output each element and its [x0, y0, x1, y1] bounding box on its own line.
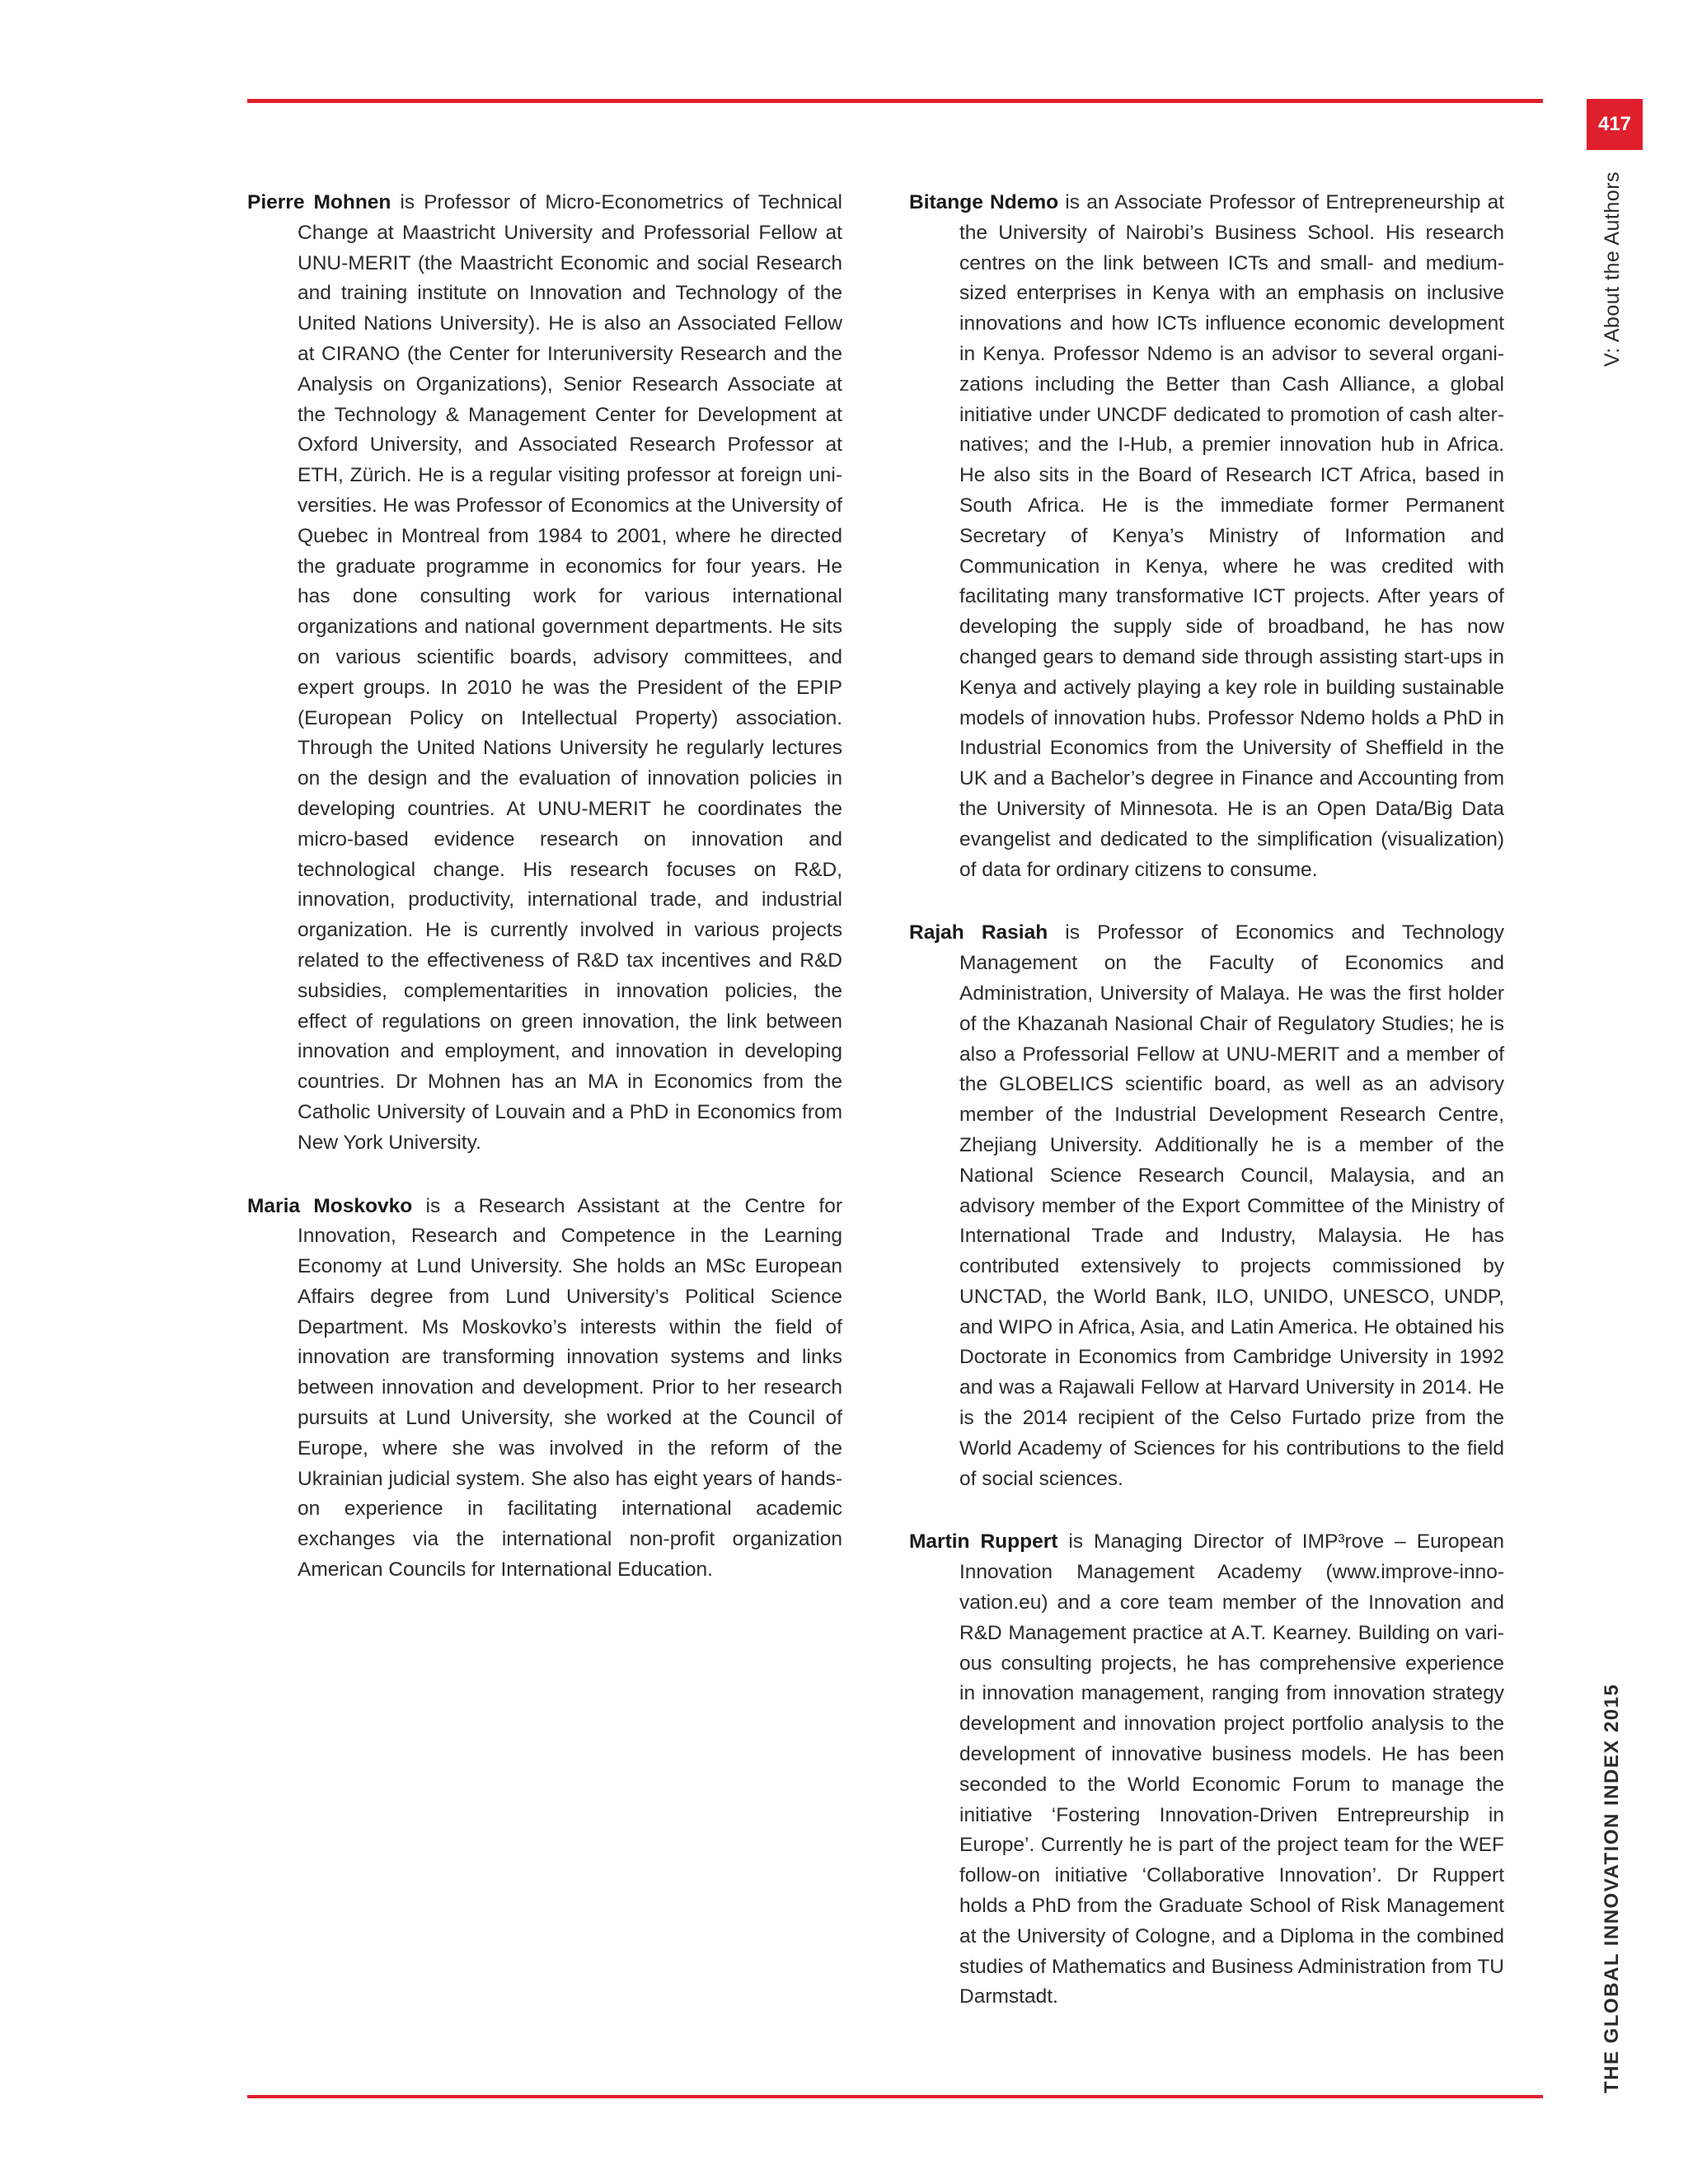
- bio-text: is Professor of Micro-Econometrics of Technical Change at Maastricht University and Professorial Fellow at UNU-MERIT (the Maastricht Economic and social Research and training institute on Innovation and Technology of the United Nations University). He is also an Associated Fellow at CIRANO (the Center for Interuniversity Research and the Analysis on Organizations), Senior Research Associate at the Technology & Management Center for Development at Oxford University, and Associated Research Professor at ETH, Zürich. He is a regular visiting professor at foreign universities. He was Professor of Economics at the University of Quebec in Montreal from 1984 to 2001, where he directed the graduate programme in economics for four years. He has done consulting work for various international organizations and national government departments. He sits on various scientific boards, advisory committees, and expert groups. In 2010 he was the President of the EPIP (European Policy on Intellectual Property) association. Through the United Nations University he regularly lectures on the design and the evaluation of innovation policies in developing countries. At UNU-MERIT he coordinates the micro-based evidence research on innovation and technological change. His research focuses on R&D, innovation, productivity, international trade, and industrial organization. He is currently involved in various projects related to the effectiveness of R&D tax incentives and R&D subsidies, complementarities in innovation policies, the effect of regulations on green innovation, the link between innovation and employment, and innovation in developing countries. Dr Mohnen has an MA in Economics from the Catholic University of Louvain and a PhD in Economics from New York University.: [298, 191, 842, 1154]
- author-name: Bitange Ndemo: [909, 191, 1059, 213]
- bio-martin-ruppert: [909, 1527, 1504, 2013]
- author-name: Maria Moskovko: [247, 1194, 413, 1217]
- bio-text: is an Associate Professor of Entrepreneurship at the University of Nairobi’s Business School. His research centres on the link between ICTs and small- and medium-sized enterprises in Kenya with an emphasis on inclusive innovations and how ICTs influence economic development in Kenya. Professor Ndemo is an advisor to several organizations including the Better than Cash Alliance, a global initiative under UNCDF dedicated to promotion of cash alternatives; and the I-Hub, a premier innovation hub in Africa. He also sits in the Board of Research ICT Africa, based in South Africa. He is the immediate former Permanent Secretary of Kenya’s Ministry of Information and Communication in Kenya, where he was credited with facilitating many transformative ICT projects. After years of developing the supply side of broadband, he has now changed gears to demand side through assisting start-ups in Kenya and actively playing a key role in building sustainable models of innovation hubs. Professor Ndemo holds a PhD in Industrial Economics from the University of Sheffield in the UK and a Bachelor’s degree in Finance and Accounting from the University of Minnesota. He is an Open Data/Big Data evangelist and dedicated to the simplification (visualization) of data for ordinary citizens to consume.: [959, 191, 1504, 881]
- author-name: Martin Ruppert: [909, 1530, 1058, 1554]
- running-title: THE GLOBAL INNOVATION INDEX 2015: [1601, 1683, 1623, 2093]
- bio-text: is a Research Assistant at the Centre for Innovation, Research and Competence in the Learning Economy at Lund University. She holds an MSc European Affairs degree from Lund University’s Political Science Department. Ms Moskovko’s interests within the field of innovation are transforming innovation systems and links between innovation and development. Prior to her research pursuits at Lund University, she worked at the Council of Europe, where she was involved in the reform of the Ukrainian judicial system. She also has eight years of hands-on experience in facilitating international academic exchanges via the international non-profit organization American Councils for International Education.: [298, 1194, 842, 1582]
- bio-text: is Managing Director of IMP³rove – European Innovation Management Academy (www.improve-innovation.eu) and a core team member of the Innovation and R&D Management practice at A.T. Kearney. Building on various consulting projects, he has comprehensive experience in innovation management, ranging from innovation strategy development and innovation project portfolio analysis to the development of innovative business models. He has been seconded to the World Economic Forum to manage the initiative ‘Fostering Innovation-Driven Entrepreurship in Europe’. Currently he is part of the project team for the WEF follow-on initiative ‘Collaborative Innovation’. Dr Ruppert holds a PhD from the Graduate School of Risk Management at the University of Cologne, and a Diploma in the combined studies of Mathematics and Business Administration from TU Darmstadt.: [959, 1530, 1504, 2008]
- author-name: Pierre Mohnen: [247, 191, 392, 213]
- bio-text: is Professor of Economics and Technology Management on the Faculty of Economics and Administration, University of Malaya. He was the first holder of the Khazanah Nasional Chair of Regulatory Studies; he is also a Professorial Fellow at UNU-MERIT and a member of the GLOBELICS scientific board, as well as an advisory member of the Industrial Development Research Centre, Zhejiang University. Additionally he is a member of the National Science Research Council, Malaysia, and an advisory member of the Export Committee of the Ministry of International Trade and Industry, Malaysia. He has contributed extensively to projects commissioned by UNCTAD, the World Bank, ILO, UNIDO, UNESCO, UNDP, and WIPO in Africa, Asia, and Latin America. He obtained his Doctorate in Economics from Cambridge University in 1992 and was a Rajawali Fellow at Harvard University in 2014. He is the 2014 recipient of the Celso Furtado prize from the World Academy of Sciences for his contributions to the field of social sciences.: [959, 921, 1504, 1490]
- bio-pierre-mohnen: [247, 188, 842, 1159]
- page-number: 417: [1587, 99, 1643, 150]
- right-column: [909, 188, 1504, 2046]
- bottom-red-rule: [247, 2095, 1543, 2098]
- left-column: [247, 188, 842, 1619]
- bio-bitange-ndemo: [909, 188, 1504, 885]
- top-red-rule: [247, 99, 1543, 103]
- bio-rajah-rasiah: [909, 918, 1504, 1494]
- section-label: V: About the Authors: [1601, 171, 1624, 367]
- author-name: Rajah Rasiah: [909, 921, 1048, 944]
- bio-maria-moskovko: [247, 1192, 842, 1586]
